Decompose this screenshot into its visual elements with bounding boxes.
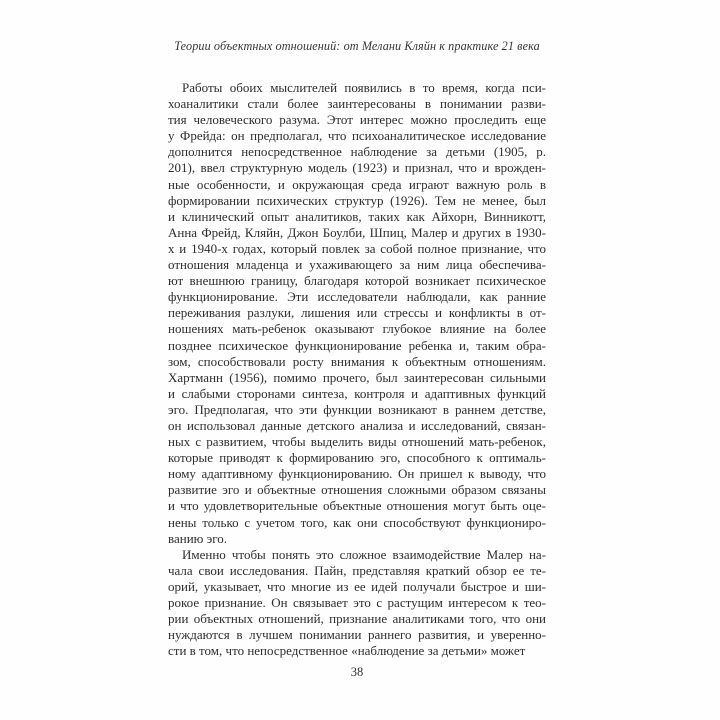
text-line: ные особенности, и окружающая среда играют важную роль в — [168, 176, 546, 192]
text-line: развитие эго и объектные отношения сложными образом связаны — [168, 482, 546, 498]
text-line: 201), ввел структурную модель (1923) и признал, что и врожден- — [168, 160, 546, 176]
text-line: функционирование. Эти исследователи наблюдали, как ранние — [168, 289, 546, 305]
text-line: чала свои исследования. Пайн, представляя краткий обзор ее те- — [168, 562, 546, 578]
text-line: рии объектных отношений, признание аналитиками того, что они — [168, 611, 546, 627]
text-line: и клинический опыт аналитиков, таких как Айхорн, Винникотт, — [168, 208, 546, 224]
text-line: Именно чтобы понять это сложное взаимодействие Малер на- — [182, 546, 546, 562]
text-line: тия человеческого разума. Этот интерес можно проследить еще — [168, 112, 546, 128]
text-line: Анна Фрейд, Кляйн, Джон Боулби, Шпиц, Малер и других в 1930- — [168, 224, 546, 240]
text-line: зом, способствовали росту внимания к объектным отношениям. — [168, 353, 546, 369]
running-header: Теории объектных отношений: от Мелани Кляйн к практике 21 века — [174, 39, 540, 53]
text-line: эго. Предполагая, что эти функции возникают в раннем детстве, — [168, 401, 546, 417]
text-line: сти в том, что непосредственное «наблюдение за детьми» может — [168, 643, 526, 659]
text-line: отношения младенца и ухаживающего за ним лица обеспечива- — [168, 257, 546, 273]
text-line: дополнится непосредственное наблюдение за детьми (1905, p. — [168, 144, 546, 160]
text-line: рокое признание. Он связывает это с растущим интересом к тео- — [168, 595, 546, 610]
text-line: ванию эго. — [168, 530, 227, 546]
text-line: нены только с учетом того, как они способствуют функциониро- — [168, 514, 546, 530]
page-body — [168, 80, 546, 659]
text-line: ных с развитием, чтобы выделить виды отношений мать-ребенок, — [168, 434, 546, 450]
page-number: 38 — [350, 665, 364, 679]
text-line: х и 1940-х годах, который повлек за собой полное признание, что — [168, 240, 546, 256]
paragraph — [168, 547, 546, 660]
text-line: которые приводят к формированию эго, способного к оптималь- — [168, 450, 546, 466]
text-line: ному адаптивному функционированию. Он пришел к выводу, что — [168, 466, 546, 482]
paragraph — [168, 80, 546, 547]
text-line: и что удовлетворительные объектные отношения могут быть оце- — [168, 498, 546, 514]
text-line: хоаналитики стали более заинтересованы в понимании разви- — [168, 96, 546, 112]
text-line: и слабыми сторонами синтеза, контроля и адаптивных функций — [168, 385, 546, 401]
text-line: позднее психическое функционирование ребенка и, таким обра- — [168, 337, 546, 353]
text-line: ют внешнюю границу, благодаря которой возникает психическое — [168, 273, 546, 289]
text-line: нуждаются в лучшем понимании раннего развития, и уверенно- — [168, 627, 546, 643]
text-line: переживания разлуки, лишения или стрессы и конфликты в от- — [168, 305, 546, 321]
text-line: ношениях мать-ребенок оказывают глубокое влияние на более — [168, 321, 546, 337]
text-line: у Фрейда: он предполагал, что психоаналитическое исследование — [168, 128, 546, 144]
text-line: формировании психических структур (1926). Тем не менее, был — [168, 192, 546, 208]
text-line: Хартманн (1956), помимо прочего, был заинтересован сильными — [168, 369, 546, 385]
text-line: Работы обоих мыслителей появились в то время, когда пси- — [182, 80, 546, 95]
text-line: орий, указывает, что многие из ее идей получали быстрое и ши- — [168, 578, 546, 594]
text-line: он использовал данные детского анализа и исследований, связан- — [168, 417, 546, 433]
